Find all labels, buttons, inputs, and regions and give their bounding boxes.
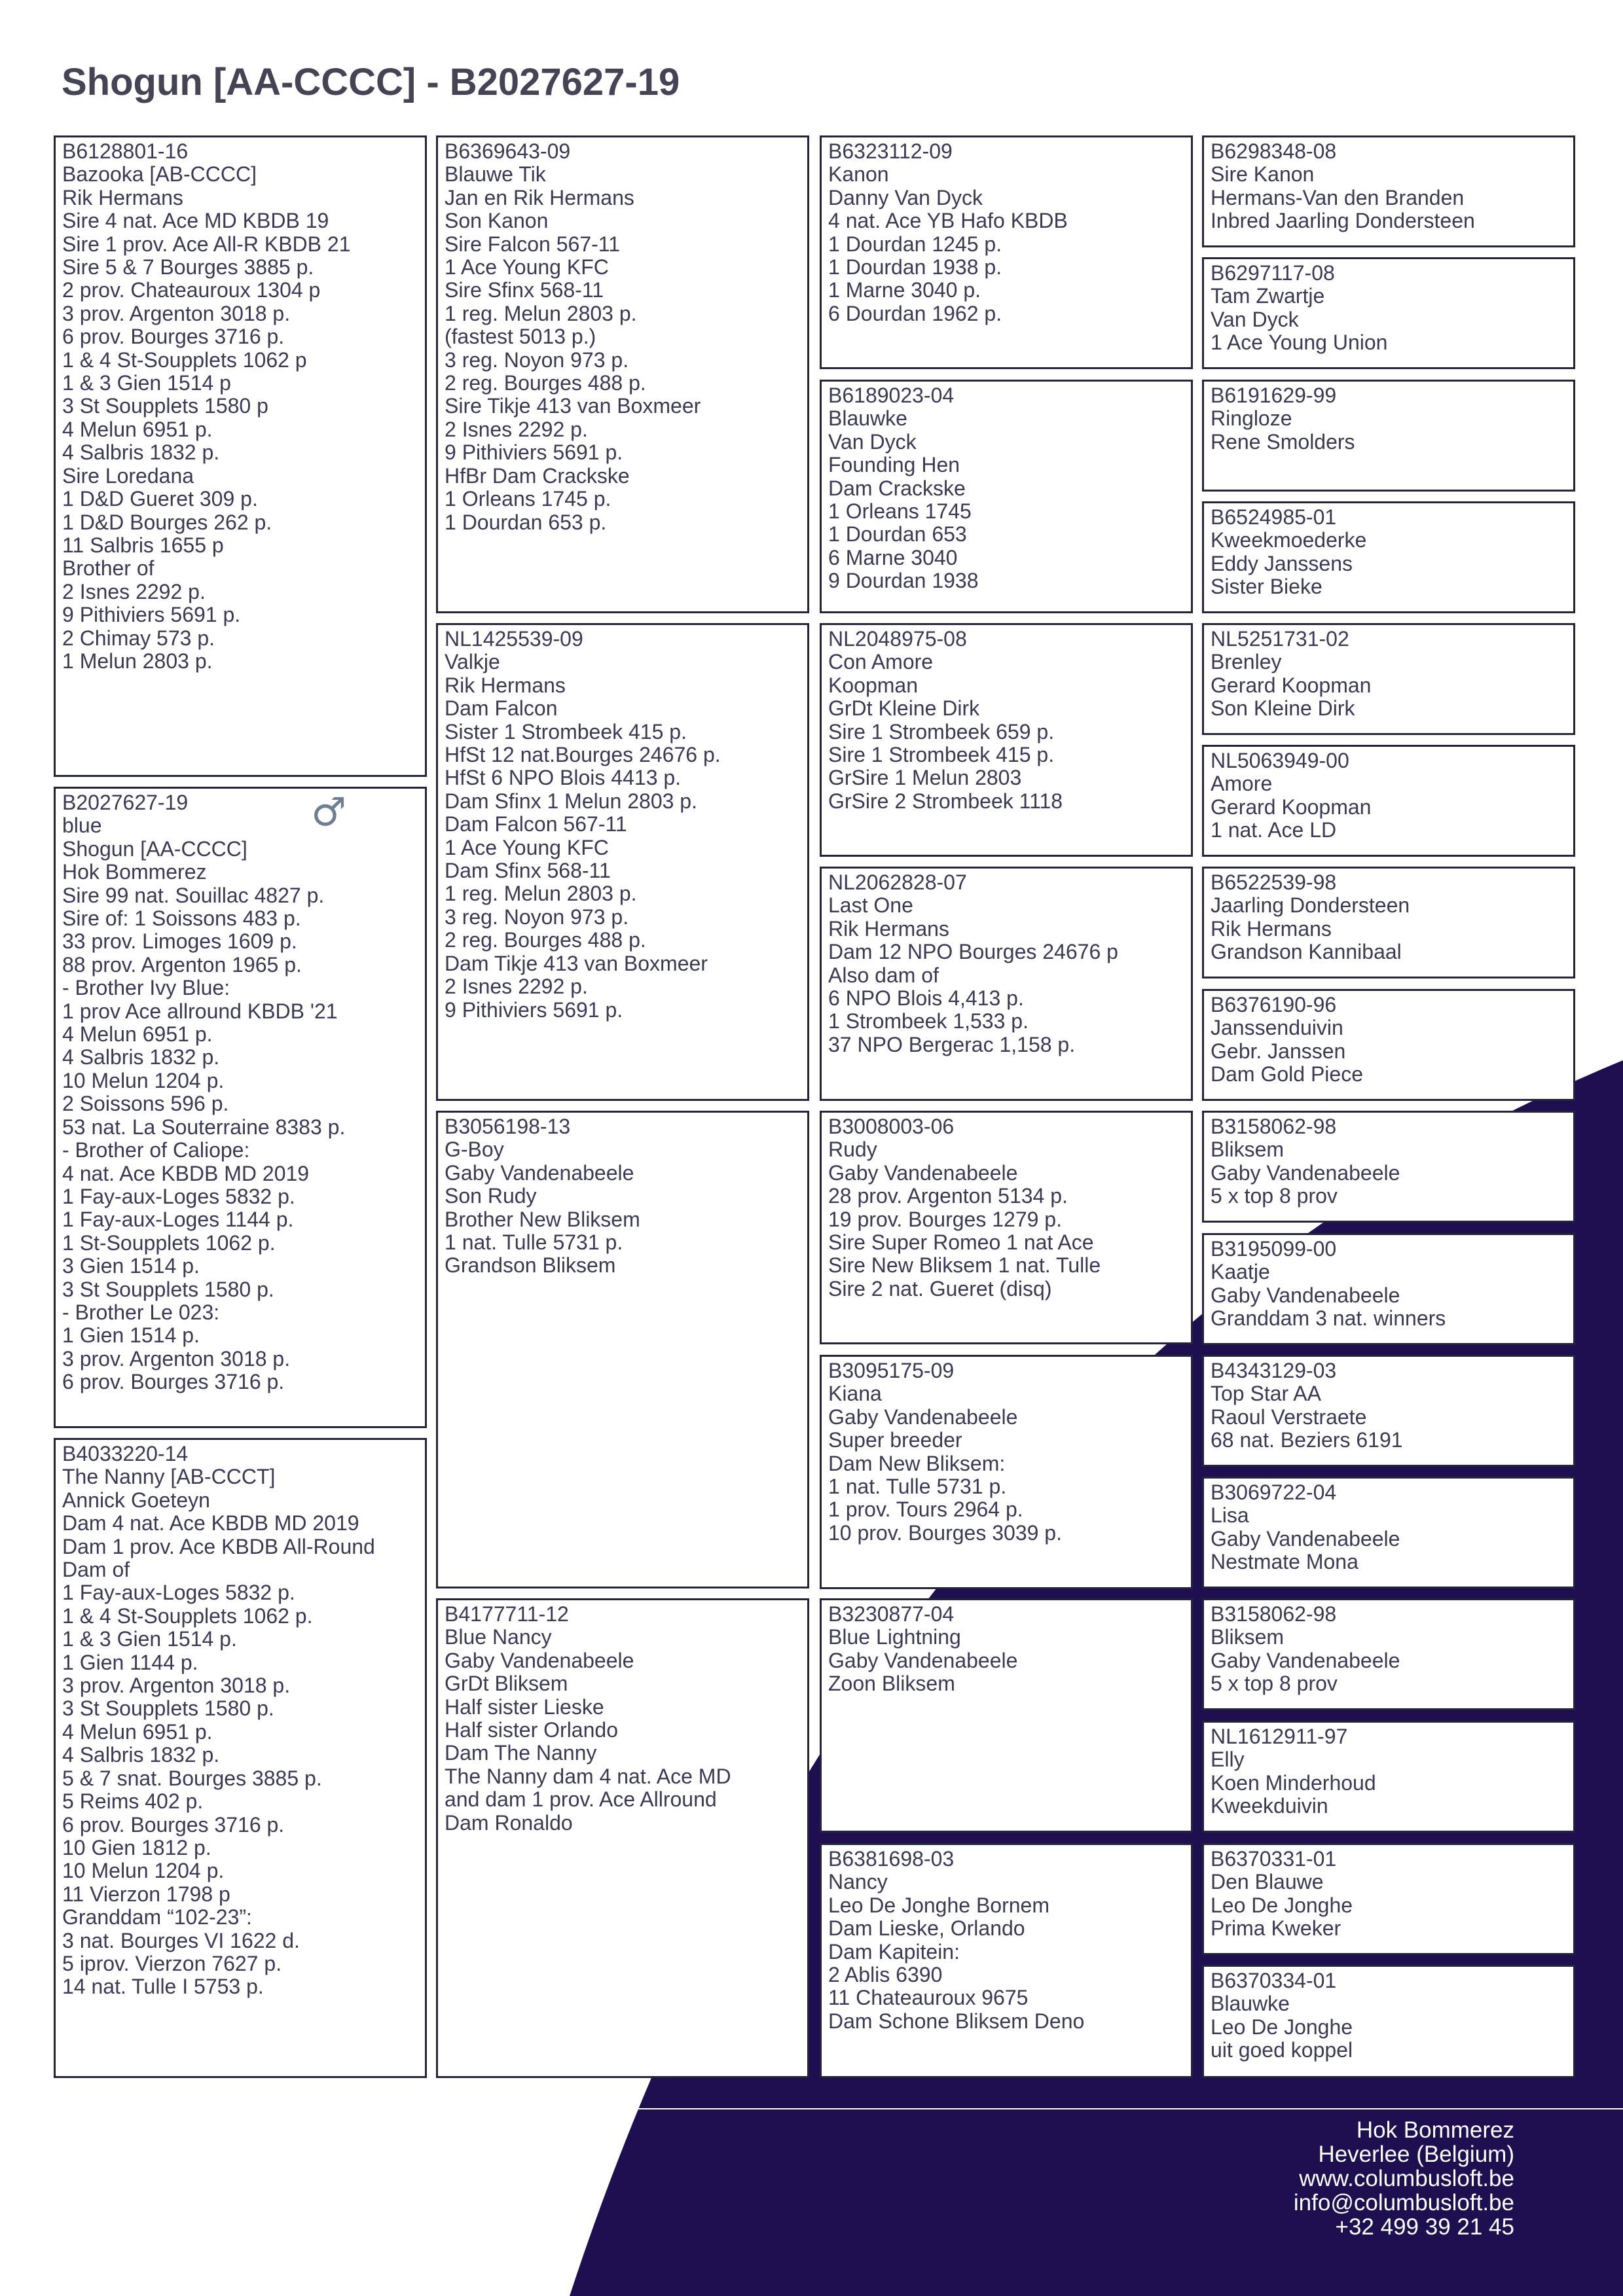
pedigree-line: 1 St-Soupplets 1062 p. [62, 1230, 276, 1255]
pedigree-line: Sire 1 Strombeek 659 p. [828, 719, 1055, 744]
ring-number: B6369643-09 [445, 139, 571, 163]
pedigree-line: 1 Dourdan 653 p. [445, 510, 607, 534]
pedigree-line: Gerard Koopman [1211, 795, 1372, 819]
pedigree-line: 1 reg. Melun 2803 p. [445, 882, 637, 906]
ring-number: B2027627-19 [62, 791, 189, 814]
pedigree-line: Dam Sfinx 568-11 [445, 859, 611, 883]
pedigree-line: Sire Loredana [62, 463, 194, 488]
pedigree-line: HfBr Dam Crackske [445, 463, 630, 488]
pedigree-card-gen3 [820, 1598, 1193, 1833]
pedigree-line: 1 nat. Ace LD [1211, 818, 1337, 842]
ring-number: B3008003-06 [828, 1115, 955, 1138]
pedigree-line: Half sister Orlando [445, 1718, 618, 1742]
pedigree-line: Sire Sfinx 568-11 [445, 278, 604, 302]
pedigree-line: Leo De Jonghe Bornem [828, 1893, 1049, 1917]
pedigree-line: Half sister Lieske [445, 1695, 604, 1719]
pedigree-line: 1 & 4 St-Soupplets 1062 p. [62, 1604, 313, 1628]
pedigree-line: Gaby Vandenabeele [1211, 1160, 1400, 1185]
ring-number: B6298348-08 [1211, 139, 1337, 163]
pedigree-line: 1 & 3 Gien 1514 p. [62, 1627, 237, 1651]
pedigree-line: uit goed koppel [1211, 2038, 1353, 2062]
pedigree-line: 3 prov. Argenton 3018 p. [62, 301, 291, 325]
pedigree-line: (fastest 5013 p.) [445, 325, 596, 349]
pedigree-card-gen4 [1202, 1965, 1575, 2078]
pedigree-line: Blue Lightning [828, 1625, 961, 1649]
pedigree-line: Rik Hermans [445, 673, 566, 697]
pedigree-line: Grandson Kannibaal [1211, 940, 1402, 964]
pedigree-line: 3 St Soupplets 1580 p. [62, 1696, 274, 1721]
footer-phone: +32 499 39 21 45 [1335, 2214, 1514, 2240]
pedigree-line: The Nanny dam 4 nat. Ace MD [445, 1764, 731, 1788]
pedigree-line: Rik Hermans [828, 916, 949, 941]
pedigree-line: 1 Ace Young Union [1211, 331, 1388, 355]
ring-number: NL1612911-97 [1211, 1725, 1348, 1748]
pedigree-line: Dam 1 prov. Ace KBDB All-Round [62, 1534, 375, 1558]
pedigree-line: Leo De Jonghe [1211, 1893, 1353, 1917]
pedigree-card-gen4 [1202, 623, 1575, 735]
pedigree-line: Gaby Vandenabeele [1211, 1648, 1400, 1672]
pedigree-line: 2 Isnes 2292 p. [445, 975, 588, 999]
pedigree-line: 2 Ablis 6390 [828, 1963, 943, 1987]
ring-number: B4343129-03 [1211, 1359, 1337, 1382]
pedigree-line: GrDt Bliksem [445, 1672, 568, 1696]
pedigree-line: 3 prov. Argenton 3018 p. [62, 1346, 291, 1371]
pedigree-line: Van Dyck [828, 429, 917, 454]
ring-number: B6376190-96 [1211, 993, 1337, 1016]
pedigree-line: Gerard Koopman [1211, 673, 1372, 697]
pedigree-line: 1 Gien 1514 p. [62, 1323, 200, 1348]
pedigree-line: 1 Ace Young KFC [445, 255, 609, 279]
pedigree-line: Den Blauwe [1211, 1870, 1324, 1894]
pedigree-line: 5 x top 8 prov [1211, 1672, 1338, 1696]
pedigree-line: 1 nat. Tulle 5731 p. [445, 1230, 623, 1255]
pedigree-card-gen3 [820, 1111, 1193, 1344]
pedigree-line: Koen Minderhoud [1211, 1770, 1376, 1795]
pedigree-line: The Nanny [AB-CCCT] [62, 1465, 276, 1489]
pedigree-line: Raoul Verstraete [1211, 1405, 1367, 1429]
pedigree-line: 10 prov. Bourges 3039 p. [828, 1520, 1062, 1545]
footer-location: Heverlee (Belgium) [1318, 2142, 1514, 2167]
pedigree-line: Kiana [828, 1382, 882, 1406]
pedigree-line: Sire 4 nat. Ace MD KBDB 19 [62, 209, 329, 233]
pedigree-line: Hermans-Van den Branden [1211, 185, 1465, 209]
pedigree-line: 33 prov. Limoges 1609 p. [62, 929, 297, 954]
pedigree-line: GrSire 2 Strombeek 1118 [828, 789, 1063, 813]
pedigree-line: Kanon [828, 162, 889, 187]
pedigree-line: Zoon Bliksem [828, 1672, 955, 1696]
pedigree-line: 2 reg. Bourges 488 p. [445, 371, 646, 395]
pedigree-line: Lisa [1211, 1503, 1249, 1528]
pedigree-line: Sire of: 1 Soissons 483 p. [62, 906, 301, 931]
pedigree-line: 9 Pithiviers 5691 p. [445, 440, 623, 465]
ring-number: B3069722-04 [1211, 1480, 1337, 1504]
pedigree-line: Gebr. Janssen [1211, 1039, 1346, 1063]
pedigree-card-gen3 [820, 1843, 1193, 2078]
pedigree-card-gen4 [1202, 745, 1575, 857]
pedigree-line: G-Boy [445, 1138, 504, 1162]
pedigree-line: 11 Vierzon 1798 p [62, 1882, 230, 1906]
ring-number: B6191629-99 [1211, 384, 1337, 407]
pedigree-line: Super breeder [828, 1428, 962, 1452]
pedigree-line: 1 Orleans 1745 [828, 499, 972, 524]
pedigree-line: Also dam of [828, 963, 939, 987]
pedigree-line: Kweekduivin [1211, 1794, 1328, 1818]
pedigree-card-gen2 [436, 1111, 809, 1588]
ring-number: B6381698-03 [828, 1847, 955, 1871]
pedigree-line: 1 prov Ace allround KBDB '21 [62, 999, 338, 1023]
pedigree-line: 1 nat. Tulle 5731 p. [828, 1475, 1007, 1499]
pedigree-line: 9 Dourdan 1938 [828, 569, 979, 593]
pedigree-line: Rik Hermans [62, 185, 183, 209]
pedigree-line: Dam 12 NPO Bourges 24676 p [828, 940, 1118, 964]
pedigree-line: Kweekmoederke [1211, 528, 1367, 552]
pedigree-line: Dam Gold Piece [1211, 1062, 1363, 1086]
pedigree-line: 1 Dourdan 1245 p. [828, 232, 1002, 256]
pedigree-card-gen4 [1202, 257, 1575, 369]
pedigree-card-gen4 [1202, 380, 1575, 492]
pedigree-line: 4 Salbris 1832 p. [62, 1743, 220, 1767]
pedigree-card-gen3 [820, 1355, 1193, 1589]
pedigree-line: 10 Melun 1204 p. [62, 1859, 225, 1883]
pedigree-card-gen4 [1202, 989, 1575, 1101]
pedigree-card-gen2 [436, 135, 809, 613]
ring-number: B6370331-01 [1211, 1847, 1337, 1871]
ring-number: B3056198-13 [445, 1115, 571, 1138]
pedigree-line: Dam 4 nat. Ace KBDB MD 2019 [62, 1511, 359, 1535]
pedigree-line: 1 & 3 Gien 1514 p [62, 371, 231, 395]
pedigree-card-gen2 [436, 1598, 809, 2078]
pedigree-card-gen4 [1202, 1355, 1575, 1467]
pedigree-line: 6 prov. Bourges 3716 p. [62, 1812, 285, 1837]
pedigree-line: 6 prov. Bourges 3716 p. [62, 1370, 285, 1394]
ring-number: NL2062828-07 [828, 870, 967, 894]
pedigree-line: Granddam “102-23”: [62, 1905, 252, 1929]
pedigree-line: Sire 5 & 7 Bourges 3885 p. [62, 255, 314, 279]
pedigree-card-gen4 [1202, 1111, 1575, 1223]
ring-number: B6128801-16 [62, 139, 189, 163]
pedigree-line: Jan en Rik Hermans [445, 185, 634, 209]
pedigree-line: Tam Zwartje [1211, 284, 1325, 308]
pedigree-line: Nancy [828, 1870, 888, 1894]
pedigree-card-gen4 [1202, 1721, 1575, 1833]
pedigree-line: Rudy [828, 1138, 877, 1162]
pedigree-line: Bliksem [1211, 1138, 1285, 1162]
pedigree-line: Sister Bieke [1211, 575, 1322, 599]
pedigree-card-sire [54, 135, 427, 777]
pedigree-line: 3 Gien 1514 p. [62, 1254, 200, 1278]
pedigree-line: Dam Crackske [828, 476, 966, 500]
pedigree-line: Inbred Jaarling Dondersteen [1211, 209, 1475, 233]
pedigree-line: 3 reg. Noyon 973 p. [445, 905, 629, 929]
pedigree-card-gen4 [1202, 135, 1575, 247]
pedigree-line: 2 Isnes 2292 p. [445, 417, 588, 441]
pedigree-line: Grandson Bliksem [445, 1253, 616, 1278]
footer-website-link[interactable]: www.columbusloft.be [1299, 2166, 1514, 2191]
pedigree-line: - Brother Le 023: [62, 1300, 220, 1324]
pedigree-line: Sire Super Romeo 1 nat Ace [828, 1230, 1094, 1255]
pedigree-line: 11 Chateauroux 9675 [828, 1986, 1029, 2010]
pedigree-line: 3 St Soupplets 1580 p [62, 394, 268, 418]
pedigree-line: Gaby Vandenabeele [1211, 1283, 1400, 1307]
pedigree-line: Dam Sfinx 1 Melun 2803 p. [445, 789, 697, 813]
pedigree-line: 1 Fay-aux-Loges 5832 p. [62, 1581, 295, 1605]
pedigree-line: 5 & 7 snat. Bourges 3885 p. [62, 1766, 322, 1790]
pedigree-line: Jaarling Dondersteen [1211, 893, 1410, 918]
pedigree-line: Annick Goeteyn [62, 1488, 210, 1512]
pedigree-line: Founding Hen [828, 453, 960, 477]
pedigree-line: Gaby Vandenabeele [445, 1648, 634, 1672]
pedigree-line: Dam Falcon 567-11 [445, 812, 627, 836]
pedigree-card-dam [54, 1438, 427, 2078]
pedigree-line: Shogun [AA-CCCC] [62, 836, 247, 861]
pedigree-line: HfSt 12 nat.Bourges 24676 p. [445, 743, 721, 767]
ring-number: B3195099-00 [1211, 1237, 1337, 1261]
pedigree-line: 5 x top 8 prov [1211, 1184, 1338, 1208]
pedigree-line: 9 Pithiviers 5691 p. [445, 997, 623, 1022]
pedigree-line: 1 Gien 1144 p. [62, 1650, 198, 1674]
footer-contact [1294, 2118, 1514, 2239]
pedigree-line: HfSt 6 NPO Blois 4413 p. [445, 766, 682, 790]
pedigree-line: 4 nat. Ace KBDB MD 2019 [62, 1161, 310, 1185]
ring-number: NL5063949-00 [1211, 749, 1349, 772]
pedigree-card-gen3 [820, 135, 1193, 369]
pedigree-line: 2 reg. Bourges 488 p. [445, 928, 646, 952]
pedigree-line: Sire Falcon 567-11 [445, 232, 620, 256]
pedigree-line: Prima Kweker [1211, 1916, 1341, 1941]
pedigree-line: Blauwke [1211, 1992, 1290, 2016]
pedigree-line: Dam Lieske, Orlando [828, 1916, 1025, 1941]
pedigree-line: Dam Schone Bliksem Deno [828, 2009, 1085, 2033]
page-title: Shogun [AA-CCCC] - B2027627-19 [62, 61, 680, 103]
ring-number: B4033220-14 [62, 1442, 189, 1465]
pedigree-line: Gaby Vandenabeele [828, 1160, 1018, 1185]
male-symbol-icon: ♂ [311, 789, 346, 835]
pedigree-card-gen3 [820, 867, 1193, 1101]
pedigree-card-gen3 [820, 623, 1193, 857]
ring-number: B3230877-04 [828, 1602, 955, 1626]
pedigree-line: Sister 1 Strombeek 415 p. [445, 719, 687, 744]
pedigree-line: 28 prov. Argenton 5134 p. [828, 1184, 1068, 1208]
pedigree-line: 53 nat. La Souterraine 8383 p. [62, 1115, 346, 1139]
pedigree-line: 88 prov. Argenton 1965 p. [62, 952, 302, 977]
pedigree-line: 6 Dourdan 1962 p. [828, 301, 1002, 325]
ring-number: NL2048975-08 [828, 627, 967, 651]
pedigree-line: Sire Kanon [1211, 162, 1315, 187]
pedigree-line: 2 Chimay 573 p. [62, 626, 215, 650]
pedigree-line: Blue Nancy [445, 1625, 552, 1649]
pedigree-line: 5 iprov. Vierzon 7627 p. [62, 1951, 282, 1975]
pedigree-line: 4 Melun 6951 p. [62, 1719, 213, 1744]
pedigree-line: Nestmate Mona [1211, 1550, 1359, 1574]
pedigree-line: Dam Kapitein: [828, 1939, 960, 1964]
pedigree-line: 4 Melun 6951 p. [62, 417, 213, 441]
pedigree-line: Eddy Janssens [1211, 551, 1353, 575]
pedigree-line: - Brother Ivy Blue: [62, 976, 230, 1000]
pedigree-line: 19 prov. Bourges 1279 p. [828, 1207, 1062, 1231]
pedigree-line: Sire New Bliksem 1 nat. Tulle [828, 1253, 1101, 1278]
pedigree-line: 1 Dourdan 1938 p. [828, 255, 1002, 279]
pedigree-card-gen4 [1202, 1477, 1575, 1588]
pedigree-line: Blauwke [828, 406, 907, 431]
pedigree-card-gen4 [1202, 501, 1575, 613]
pedigree-card-gen4 [1202, 1233, 1575, 1345]
pedigree-line: Sire 99 nat. Souillac 4827 p. [62, 883, 325, 907]
pedigree-line: Granddam 3 nat. winners [1211, 1306, 1446, 1331]
pedigree-line: Dam of [62, 1558, 130, 1582]
pedigree-card-gen3 [820, 380, 1193, 613]
pedigree-line: Sire 1 prov. Ace All-R KBDB 21 [62, 232, 351, 256]
pedigree-line: 1 D&D Gueret 309 p. [62, 487, 258, 511]
pedigree-card-gen4 [1202, 1598, 1575, 1710]
pedigree-line: 4 Melun 6951 p. [62, 1022, 213, 1047]
pedigree-line: Hok Bommerez [62, 860, 207, 884]
pedigree-line: 1 prov. Tours 2964 p. [828, 1498, 1023, 1522]
pedigree-line: Valkje [445, 650, 500, 674]
pedigree-line: Van Dyck [1211, 307, 1299, 331]
ring-number: B6370334-01 [1211, 1969, 1337, 1992]
pedigree-line: 1 Marne 3040 p. [828, 278, 981, 302]
pedigree-line: 1 Ace Young KFC [445, 835, 609, 859]
pedigree-line: 3 prov. Argenton 3018 p. [62, 1674, 291, 1698]
pedigree-line: Bazooka [AB-CCCC] [62, 162, 257, 187]
ring-number: B6323112-09 [828, 139, 953, 163]
pedigree-line: 10 Gien 1812 p. [62, 1835, 211, 1859]
pedigree-line: 1 Strombeek 1,533 p. [828, 1009, 1029, 1033]
pedigree-line: 4 nat. Ace YB Hafo KBDB [828, 209, 1068, 233]
footer-divider [600, 2108, 1623, 2109]
pedigree-line: Koopman [828, 673, 918, 697]
pedigree-line: Dam Ronaldo [445, 1810, 573, 1835]
ring-number: NL5251731-02 [1211, 627, 1349, 651]
pedigree-line: 4 Salbris 1832 p. [62, 440, 220, 465]
pedigree-line: Dam Falcon [445, 696, 558, 721]
pedigree-line: 2 prov. Chateauroux 1304 p [62, 278, 321, 302]
pedigree-line: 9 Pithiviers 5691 p. [62, 603, 241, 627]
pedigree-line: Top Star AA [1211, 1382, 1321, 1406]
pedigree-line: 6 NPO Blois 4,413 p. [828, 986, 1024, 1011]
pedigree-line: 1 Orleans 1745 p. [445, 487, 611, 511]
pedigree-line: - Brother of Caliope: [62, 1138, 250, 1162]
pedigree-line: 2 Isnes 2292 p. [62, 579, 206, 603]
pedigree-line: 1 & 4 St-Soupplets 1062 p [62, 348, 307, 372]
ring-number: B3158062-98 [1211, 1602, 1337, 1626]
pedigree-line: 3 reg. Noyon 973 p. [445, 348, 629, 372]
pedigree-line: GrDt Kleine Dirk [828, 696, 980, 721]
pedigree-line: Rik Hermans [1211, 916, 1332, 941]
ring-number: B4177711-12 [445, 1602, 569, 1626]
pedigree-line: Rene Smolders [1211, 429, 1355, 454]
ring-number: B6524985-01 [1211, 505, 1337, 529]
pedigree-line: 6 Marne 3040 [828, 545, 958, 569]
pedigree-line: Sire 1 Strombeek 415 p. [828, 743, 1055, 767]
pedigree-line: Son Kleine Dirk [1211, 696, 1355, 721]
pedigree-line: GrSire 1 Melun 2803 [828, 766, 1022, 790]
pedigree-line: Dam New Bliksem: [828, 1451, 1006, 1475]
pedigree-card-gen4 [1202, 867, 1575, 978]
pedigree-line: Brenley [1211, 650, 1282, 674]
pedigree-line: Brother of [62, 556, 155, 581]
pedigree-line: Gaby Vandenabeele [828, 1648, 1018, 1672]
pedigree-card-gen2 [436, 623, 809, 1101]
ring-number: B3095175-09 [828, 1359, 955, 1382]
pedigree-line: Amore [1211, 772, 1273, 796]
pedigree-line: 4 Salbris 1832 p. [62, 1045, 220, 1069]
pedigree-line: Elly [1211, 1748, 1245, 1772]
pedigree-line: 37 NPO Bergerac 1,158 p. [828, 1032, 1076, 1056]
pedigree-line: 1 Fay-aux-Loges 5832 p. [62, 1184, 295, 1208]
pedigree-line: Danny Van Dyck [828, 185, 983, 209]
pedigree-line: 3 nat. Bourges VI 1622 d. [62, 1928, 300, 1952]
footer-email-link[interactable]: info@columbusloft.be [1293, 2190, 1514, 2215]
pedigree-line: 11 Salbris 1655 p [62, 533, 224, 557]
pedigree-line: 1 reg. Melun 2803 p. [445, 301, 637, 325]
pedigree-line: Brother New Bliksem [445, 1207, 640, 1231]
pedigree-card-gen4 [1202, 1843, 1575, 1955]
pedigree-line: Gaby Vandenabeele [445, 1160, 634, 1185]
pedigree-line: Leo De Jonghe [1211, 2015, 1353, 2039]
pedigree-line: Sire Tikje 413 van Boxmeer [445, 394, 701, 418]
pedigree-line: Sire 2 nat. Gueret (disq) [828, 1276, 1052, 1300]
pedigree-line: 68 nat. Beziers 6191 [1211, 1428, 1403, 1452]
pedigree-line: Janssenduivin [1211, 1016, 1343, 1040]
pedigree-line: Dam The Nanny [445, 1741, 597, 1765]
pedigree-line: 14 nat. Tulle I 5753 p. [62, 1975, 264, 1999]
pedigree-line: 1 Dourdan 653 [828, 522, 967, 547]
pedigree-line: Con Amore [828, 650, 934, 674]
pedigree-line: Dam Tikje 413 van Boxmeer [445, 951, 708, 975]
pedigree-line: Bliksem [1211, 1625, 1285, 1649]
ring-number: B6189023-04 [828, 384, 955, 407]
pedigree-line: 1 Fay-aux-Loges 1144 p. [62, 1208, 294, 1232]
pedigree-line: 10 Melun 1204 p. [62, 1068, 225, 1092]
pedigree-line: Blauwe Tik [445, 162, 546, 187]
pedigree-line: Kaatje [1211, 1260, 1270, 1284]
ring-number: NL1425539-09 [445, 627, 583, 651]
pedigree-line: 5 Reims 402 p. [62, 1789, 204, 1814]
pedigree-line: Ringloze [1211, 406, 1292, 431]
pedigree-line: 6 prov. Bourges 3716 p. [62, 325, 285, 349]
pedigree-line: and dam 1 prov. Ace Allround [445, 1787, 717, 1812]
ring-number: B6522539-98 [1211, 870, 1337, 894]
pedigree-line: 3 St Soupplets 1580 p. [62, 1277, 274, 1301]
pedigree-line: Gaby Vandenabeele [1211, 1526, 1400, 1551]
pedigree-line: 2 Soissons 596 p. [62, 1092, 229, 1116]
footer-loft-name: Hok Bommerez [1356, 2117, 1514, 2143]
pedigree-card-subject [54, 787, 427, 1428]
pedigree-line: 1 Melun 2803 p. [62, 649, 213, 673]
ring-number: B3158062-98 [1211, 1115, 1337, 1138]
ring-number: B6297117-08 [1211, 261, 1335, 285]
pedigree-line: 1 D&D Bourges 262 p. [62, 510, 272, 534]
pedigree-line: Gaby Vandenabeele [828, 1405, 1018, 1429]
pedigree-line: Son Kanon [445, 209, 549, 233]
pedigree-line: blue [62, 814, 102, 838]
pedigree-line: Son Rudy [445, 1184, 537, 1208]
pedigree-line: Last One [828, 893, 913, 918]
